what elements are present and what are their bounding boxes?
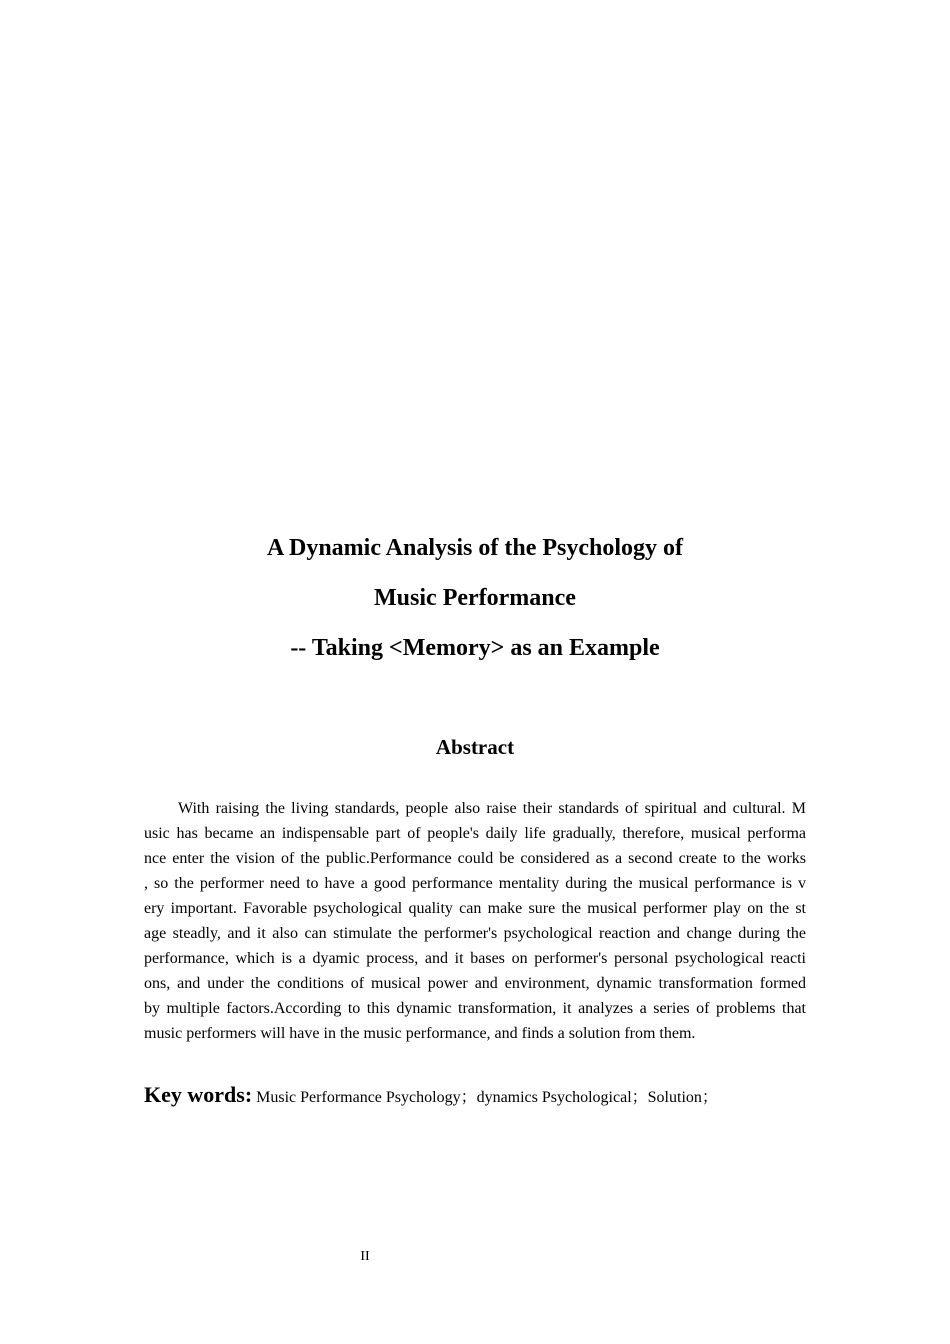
title-line-3: -- Taking <Memory> as an Example [290, 635, 660, 661]
page-number: II [360, 1249, 370, 1264]
abstract-line: , so the performer need to have a good performance mentality during the musical performance is v [144, 875, 806, 892]
abstract-line: age steadly, and it also can stimulate the performer's psychological reaction and change during the [144, 925, 806, 942]
abstract-line: ery important. Favorable psychological quality can make sure the musical performer play on the st [144, 900, 806, 917]
title-line-2: Music Performance [374, 585, 576, 611]
title-line-1: A Dynamic Analysis of the Psychology of [266, 535, 683, 561]
abstract-line: by multiple factors.According to this dynamic transformation, it analyzes a series of problems that [144, 1000, 806, 1017]
abstract-line: ons, and under the conditions of musical power and environment, dynamic transformation formed [144, 975, 806, 992]
abstract-heading: Abstract [435, 735, 515, 759]
keywords-text: Music Performance Psychology；dynamics Psychological；Solution； [256, 1089, 718, 1106]
keywords-label: Key words: [144, 1082, 253, 1107]
abstract-line: nce enter the vision of the public.Performance could be considered as a second create to the works [144, 850, 806, 867]
keywords [144, 1080, 718, 1113]
abstract-line: usic has became an indispensable part of people's daily life gradually, therefore, musical performa [144, 825, 806, 842]
abstract-line: With raising the living standards, people also raise their standards of spiritual and cultural. M [178, 800, 806, 817]
abstract-line: performance, which is a dyamic process, and it bases on performer's personal psychological reacti [144, 950, 806, 967]
abstract-line-last: music performers will have in the music performance, and finds a solution from them. [144, 1025, 696, 1042]
abstract-body [144, 796, 806, 1046]
